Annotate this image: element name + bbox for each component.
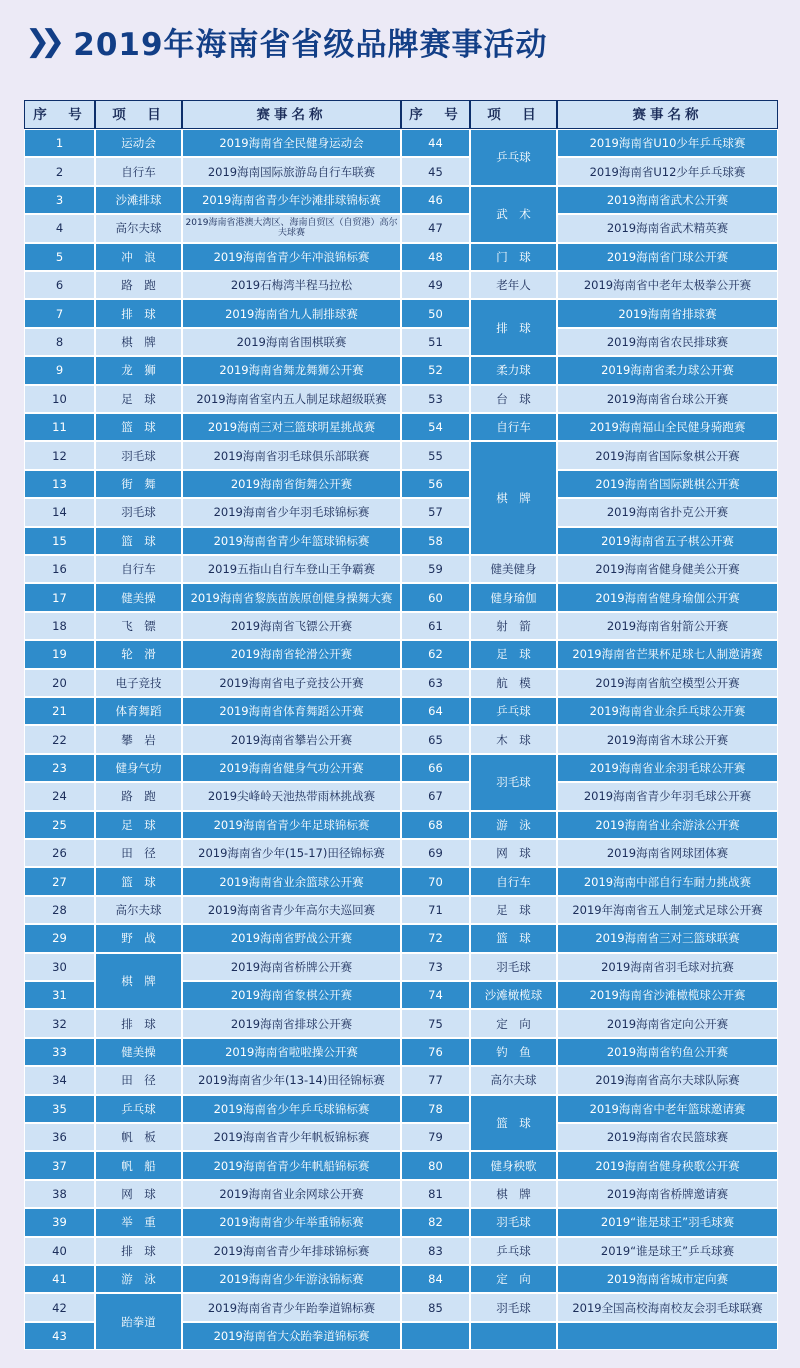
row-number: 27 [24,867,95,895]
sport-category: 篮 球 [95,527,182,555]
row-number: 85 [401,1293,470,1321]
double-chevron-icon: ❯❯ [25,23,56,59]
row-number: 51 [401,328,470,356]
sport-category: 街 舞 [95,470,182,498]
row-number: 79 [401,1123,470,1151]
row-number: 41 [24,1265,95,1293]
sport-category: 乒乓球 [470,129,557,186]
row-number: 49 [401,271,470,299]
event-name: 2019全国高校海南校友会羽毛球联赛 [557,1293,778,1321]
events-table [24,100,778,1350]
event-name: 2019海南省全民健身运动会 [182,129,401,157]
row-number: 75 [401,1009,470,1037]
sport-category: 羽毛球 [470,953,557,981]
sport-category: 羽毛球 [95,441,182,469]
sport-category: 排 球 [95,1009,182,1037]
event-name: 2019海南省少年举重锦标赛 [182,1208,401,1236]
event-name: 2019海南省大众跆拳道锦标赛 [182,1322,401,1350]
row-number: 57 [401,498,470,526]
event-name: 2019海南省啦啦操公开赛 [182,1038,401,1066]
row-number: 33 [24,1038,95,1066]
row-number: 50 [401,299,470,327]
event-name: 2019“谁是球王”羽毛球赛 [557,1208,778,1236]
row-number: 26 [24,839,95,867]
sport-category: 举 重 [95,1208,182,1236]
row-number [401,1322,470,1350]
sport-category: 航 模 [470,669,557,697]
event-name: 2019海南省武术精英赛 [557,214,778,242]
event-name: 2019海南省业余篮球公开赛 [182,867,401,895]
row-number: 59 [401,555,470,583]
event-name: 2019海南省五子棋公开赛 [557,527,778,555]
row-number: 55 [401,441,470,469]
event-name: 2019海南省排球赛 [557,299,778,327]
sport-category: 健美健身 [470,555,557,583]
event-name: 2019海南省飞镖公开赛 [182,612,401,640]
row-number: 31 [24,981,95,1009]
sport-category: 游 泳 [470,811,557,839]
event-name: 2019海南省青少年冲浪锦标赛 [182,243,401,271]
sport-category: 门 球 [470,243,557,271]
event-name: 2019海南省青少年跆拳道锦标赛 [182,1293,401,1321]
event-name: 2019海南省网球团体赛 [557,839,778,867]
row-number: 22 [24,725,95,753]
sport-category: 篮 球 [95,867,182,895]
event-name: 2019海南国际旅游岛自行车联赛 [182,157,401,185]
row-number: 20 [24,669,95,697]
event-name: 2019海南省业余乒乓球公开赛 [557,697,778,725]
event-name: 2019海南省业余羽毛球公开赛 [557,754,778,782]
sport-category: 高尔夫球 [470,1066,557,1094]
sport-category: 棋 牌 [470,441,557,555]
sport-category: 健身气功 [95,754,182,782]
row-number: 23 [24,754,95,782]
event-name: 2019海南省扑克公开赛 [557,498,778,526]
sport-category: 台 球 [470,385,557,413]
row-number: 10 [24,385,95,413]
event-name: 2019海南省电子竞技公开赛 [182,669,401,697]
event-name: 2019海南省钓鱼公开赛 [557,1038,778,1066]
sport-category: 乒乓球 [470,1237,557,1265]
event-name: 2019海南省少年游泳锦标赛 [182,1265,401,1293]
row-number: 29 [24,924,95,952]
row-number: 48 [401,243,470,271]
event-name: 2019海南省黎族苗族原创健身操舞大赛 [182,583,401,611]
sport-category: 足 球 [95,385,182,413]
event-name: 2019海南省定向公开赛 [557,1009,778,1037]
sport-category: 健身秧歌 [470,1151,557,1179]
row-number: 74 [401,981,470,1009]
sport-category: 篮 球 [95,413,182,441]
row-number: 40 [24,1237,95,1265]
row-number: 82 [401,1208,470,1236]
row-number: 13 [24,470,95,498]
sport-category: 路 跑 [95,271,182,299]
event-name: 2019海南省九人制排球赛 [182,299,401,327]
row-number: 2 [24,157,95,185]
event-name: 2019海南省青少年沙滩排球锦标赛 [182,186,401,214]
sport-category: 排 球 [470,299,557,356]
event-name: 2019海南省芒果杯足球七人制邀请赛 [557,640,778,668]
row-number: 24 [24,782,95,810]
row-number: 47 [401,214,470,242]
event-name: 2019海南省野战公开赛 [182,924,401,952]
row-number: 81 [401,1180,470,1208]
event-name: 2019海南省排球公开赛 [182,1009,401,1037]
row-number: 58 [401,527,470,555]
event-name: 2019海南省业余网球公开赛 [182,1180,401,1208]
row-number: 36 [24,1123,95,1151]
row-number: 18 [24,612,95,640]
event-name: 2019海南省少年(13-14)田径锦标赛 [182,1066,401,1094]
event-name: 2019石梅湾半程马拉松 [182,271,401,299]
row-number: 66 [401,754,470,782]
event-name: 2019海南省街舞公开赛 [182,470,401,498]
event-name: 2019海南省青少年足球锦标赛 [182,811,401,839]
event-name: 2019海南省木球公开赛 [557,725,778,753]
sport-category: 高尔夫球 [95,896,182,924]
sport-category: 跆拳道 [95,1293,182,1350]
sport-category: 游 泳 [95,1265,182,1293]
sport-category: 乒乓球 [95,1095,182,1123]
sport-category [470,1322,557,1350]
sport-category: 帆 板 [95,1123,182,1151]
row-number: 52 [401,356,470,384]
event-name: 2019五指山自行车登山王争霸赛 [182,555,401,583]
row-number: 28 [24,896,95,924]
row-number: 11 [24,413,95,441]
row-number: 14 [24,498,95,526]
sport-category: 乒乓球 [470,697,557,725]
sport-category: 自行车 [470,867,557,895]
row-number: 76 [401,1038,470,1066]
event-name: 2019海南省健身健美公开赛 [557,555,778,583]
event-name: 2019海南省U12少年乒乓球赛 [557,157,778,185]
event-name: 2019海南省室内五人制足球超级联赛 [182,385,401,413]
row-number: 38 [24,1180,95,1208]
sport-category: 飞 镖 [95,612,182,640]
sport-category: 羽毛球 [470,754,557,811]
event-name: 2019海南省城市定向赛 [557,1265,778,1293]
sport-category: 健美操 [95,1038,182,1066]
sport-category: 体育舞蹈 [95,697,182,725]
event-name: 2019海南省少年羽毛球锦标赛 [182,498,401,526]
sport-category: 武 术 [470,186,557,243]
row-number: 60 [401,583,470,611]
event-name: 2019海南省健身瑜伽公开赛 [557,583,778,611]
row-number: 80 [401,1151,470,1179]
sport-category: 自行车 [470,413,557,441]
sport-category: 轮 滑 [95,640,182,668]
event-name: 2019海南省柔力球公开赛 [557,356,778,384]
row-number: 9 [24,356,95,384]
row-number: 3 [24,186,95,214]
event-name: 2019海南省象棋公开赛 [182,981,401,1009]
sport-category: 钓 鱼 [470,1038,557,1066]
event-name: 2019海南省三对三篮球联赛 [557,924,778,952]
event-name: 2019海南省农民排球赛 [557,328,778,356]
row-number: 61 [401,612,470,640]
row-number: 37 [24,1151,95,1179]
event-name: 2019海南省业余游泳公开赛 [557,811,778,839]
event-name: 2019海南省青少年帆板锦标赛 [182,1123,401,1151]
column-header: 项 目 [470,100,557,129]
sport-category: 高尔夫球 [95,214,182,242]
event-name: 2019海南省门球公开赛 [557,243,778,271]
sport-category: 龙 狮 [95,356,182,384]
event-name: 2019海南省羽毛球对抗赛 [557,953,778,981]
row-number: 83 [401,1237,470,1265]
sport-category: 排 球 [95,1237,182,1265]
sport-category: 篮 球 [470,924,557,952]
event-name: 2019海南省港澳大湾区、海南自贸区（自贸港）高尔夫球赛 [182,214,401,242]
row-number: 6 [24,271,95,299]
event-name: 2019海南省射箭公开赛 [557,612,778,640]
row-number: 53 [401,385,470,413]
sport-category: 野 战 [95,924,182,952]
event-name: 2019海南省高尔夫球队际赛 [557,1066,778,1094]
event-name: 2019尖峰岭天池热带雨林挑战赛 [182,782,401,810]
row-number: 46 [401,186,470,214]
event-name: 2019海南省青少年篮球锦标赛 [182,527,401,555]
sport-category: 自行车 [95,157,182,185]
row-number: 64 [401,697,470,725]
row-number: 17 [24,583,95,611]
sport-category: 冲 浪 [95,243,182,271]
sport-category: 足 球 [95,811,182,839]
sport-category: 篮 球 [470,1095,557,1152]
sport-category: 攀 岩 [95,725,182,753]
event-name: 2019海南省舞龙舞狮公开赛 [182,356,401,384]
event-name: 2019海南省青少年排球锦标赛 [182,1237,401,1265]
row-number: 65 [401,725,470,753]
sport-category: 健身瑜伽 [470,583,557,611]
event-name [557,1322,778,1350]
row-number: 78 [401,1095,470,1123]
row-number: 4 [24,214,95,242]
event-name: 2019海南省健身秧歌公开赛 [557,1151,778,1179]
sport-category: 羽毛球 [470,1208,557,1236]
row-number: 44 [401,129,470,157]
sport-category: 棋 牌 [95,328,182,356]
sport-category: 棋 牌 [470,1180,557,1208]
row-number: 70 [401,867,470,895]
sport-category: 健美操 [95,583,182,611]
sport-category: 射 箭 [470,612,557,640]
row-number: 34 [24,1066,95,1094]
row-number: 12 [24,441,95,469]
row-number: 19 [24,640,95,668]
row-number: 73 [401,953,470,981]
sport-category: 网 球 [470,839,557,867]
sport-category: 田 径 [95,839,182,867]
row-number: 68 [401,811,470,839]
sport-category: 足 球 [470,640,557,668]
row-number: 45 [401,157,470,185]
event-name: 2019海南省健身气功公开赛 [182,754,401,782]
row-number: 72 [401,924,470,952]
event-name: 2019海南三对三篮球明星挑战赛 [182,413,401,441]
event-name: 2019海南省U10少年乒乓球赛 [557,129,778,157]
sport-category: 定 向 [470,1009,557,1037]
row-number: 7 [24,299,95,327]
sport-category: 自行车 [95,555,182,583]
sport-category: 足 球 [470,896,557,924]
event-name: 2019海南省沙滩橄榄球公开赛 [557,981,778,1009]
row-number: 21 [24,697,95,725]
row-number: 35 [24,1095,95,1123]
row-number: 30 [24,953,95,981]
sport-category: 棋 牌 [95,953,182,1010]
sport-category: 沙滩橄榄球 [470,981,557,1009]
row-number: 16 [24,555,95,583]
row-number: 71 [401,896,470,924]
row-number: 62 [401,640,470,668]
sport-category: 运动会 [95,129,182,157]
event-name: 2019海南省国际跳棋公开赛 [557,470,778,498]
event-name: 2019海南福山全民健身骑跑赛 [557,413,778,441]
sport-category: 羽毛球 [470,1293,557,1321]
row-number: 42 [24,1293,95,1321]
page-title: 2019年海南省省级品牌赛事活动 [73,26,548,63]
event-name: 2019海南省羽毛球俱乐部联赛 [182,441,401,469]
row-number: 25 [24,811,95,839]
sport-category: 老年人 [470,271,557,299]
row-number: 43 [24,1322,95,1350]
sport-category: 柔力球 [470,356,557,384]
row-number: 54 [401,413,470,441]
page-header [25,16,548,66]
row-number: 1 [24,129,95,157]
column-header: 赛事名称 [182,100,401,129]
event-name: 2019海南省体育舞蹈公开赛 [182,697,401,725]
row-number: 84 [401,1265,470,1293]
event-name: 2019海南省青少年帆船锦标赛 [182,1151,401,1179]
row-number: 77 [401,1066,470,1094]
row-number: 69 [401,839,470,867]
sport-category: 羽毛球 [95,498,182,526]
sport-category: 路 跑 [95,782,182,810]
row-number: 8 [24,328,95,356]
column-header: 赛事名称 [557,100,778,129]
row-number: 67 [401,782,470,810]
sport-category: 排 球 [95,299,182,327]
event-name: 2019海南省少年乒乓球锦标赛 [182,1095,401,1123]
event-name: 2019海南省青少年高尔夫巡回赛 [182,896,401,924]
event-name: 2019海南省中老年篮球邀请赛 [557,1095,778,1123]
row-number: 5 [24,243,95,271]
sport-category: 网 球 [95,1180,182,1208]
event-name: 2019海南省航空模型公开赛 [557,669,778,697]
sport-category: 定 向 [470,1265,557,1293]
row-number: 63 [401,669,470,697]
event-name: 2019海南省农民篮球赛 [557,1123,778,1151]
row-number: 56 [401,470,470,498]
event-name: 2019海南省台球公开赛 [557,385,778,413]
column-header: 序 号 [401,100,470,129]
event-name: 2019“谁是球王”乒乓球赛 [557,1237,778,1265]
event-name: 2019海南省中老年太极拳公开赛 [557,271,778,299]
event-name: 2019海南省轮滑公开赛 [182,640,401,668]
event-name: 2019海南省青少年羽毛球公开赛 [557,782,778,810]
sport-category: 电子竞技 [95,669,182,697]
sport-category: 木 球 [470,725,557,753]
event-name: 2019海南省桥牌邀请赛 [557,1180,778,1208]
row-number: 39 [24,1208,95,1236]
event-name: 2019海南中部自行车耐力挑战赛 [557,867,778,895]
event-name: 2019海南省攀岩公开赛 [182,725,401,753]
sport-category: 田 径 [95,1066,182,1094]
sport-category: 沙滩排球 [95,186,182,214]
event-name: 2019海南省桥牌公开赛 [182,953,401,981]
event-name: 2019海南省围棋联赛 [182,328,401,356]
sport-category: 帆 船 [95,1151,182,1179]
event-name: 2019年海南省五人制笼式足球公开赛 [557,896,778,924]
event-name: 2019海南省国际象棋公开赛 [557,441,778,469]
row-number: 32 [24,1009,95,1037]
event-name: 2019海南省武术公开赛 [557,186,778,214]
column-header: 序 号 [24,100,95,129]
event-name: 2019海南省少年(15-17)田径锦标赛 [182,839,401,867]
column-header: 项 目 [95,100,182,129]
row-number: 15 [24,527,95,555]
